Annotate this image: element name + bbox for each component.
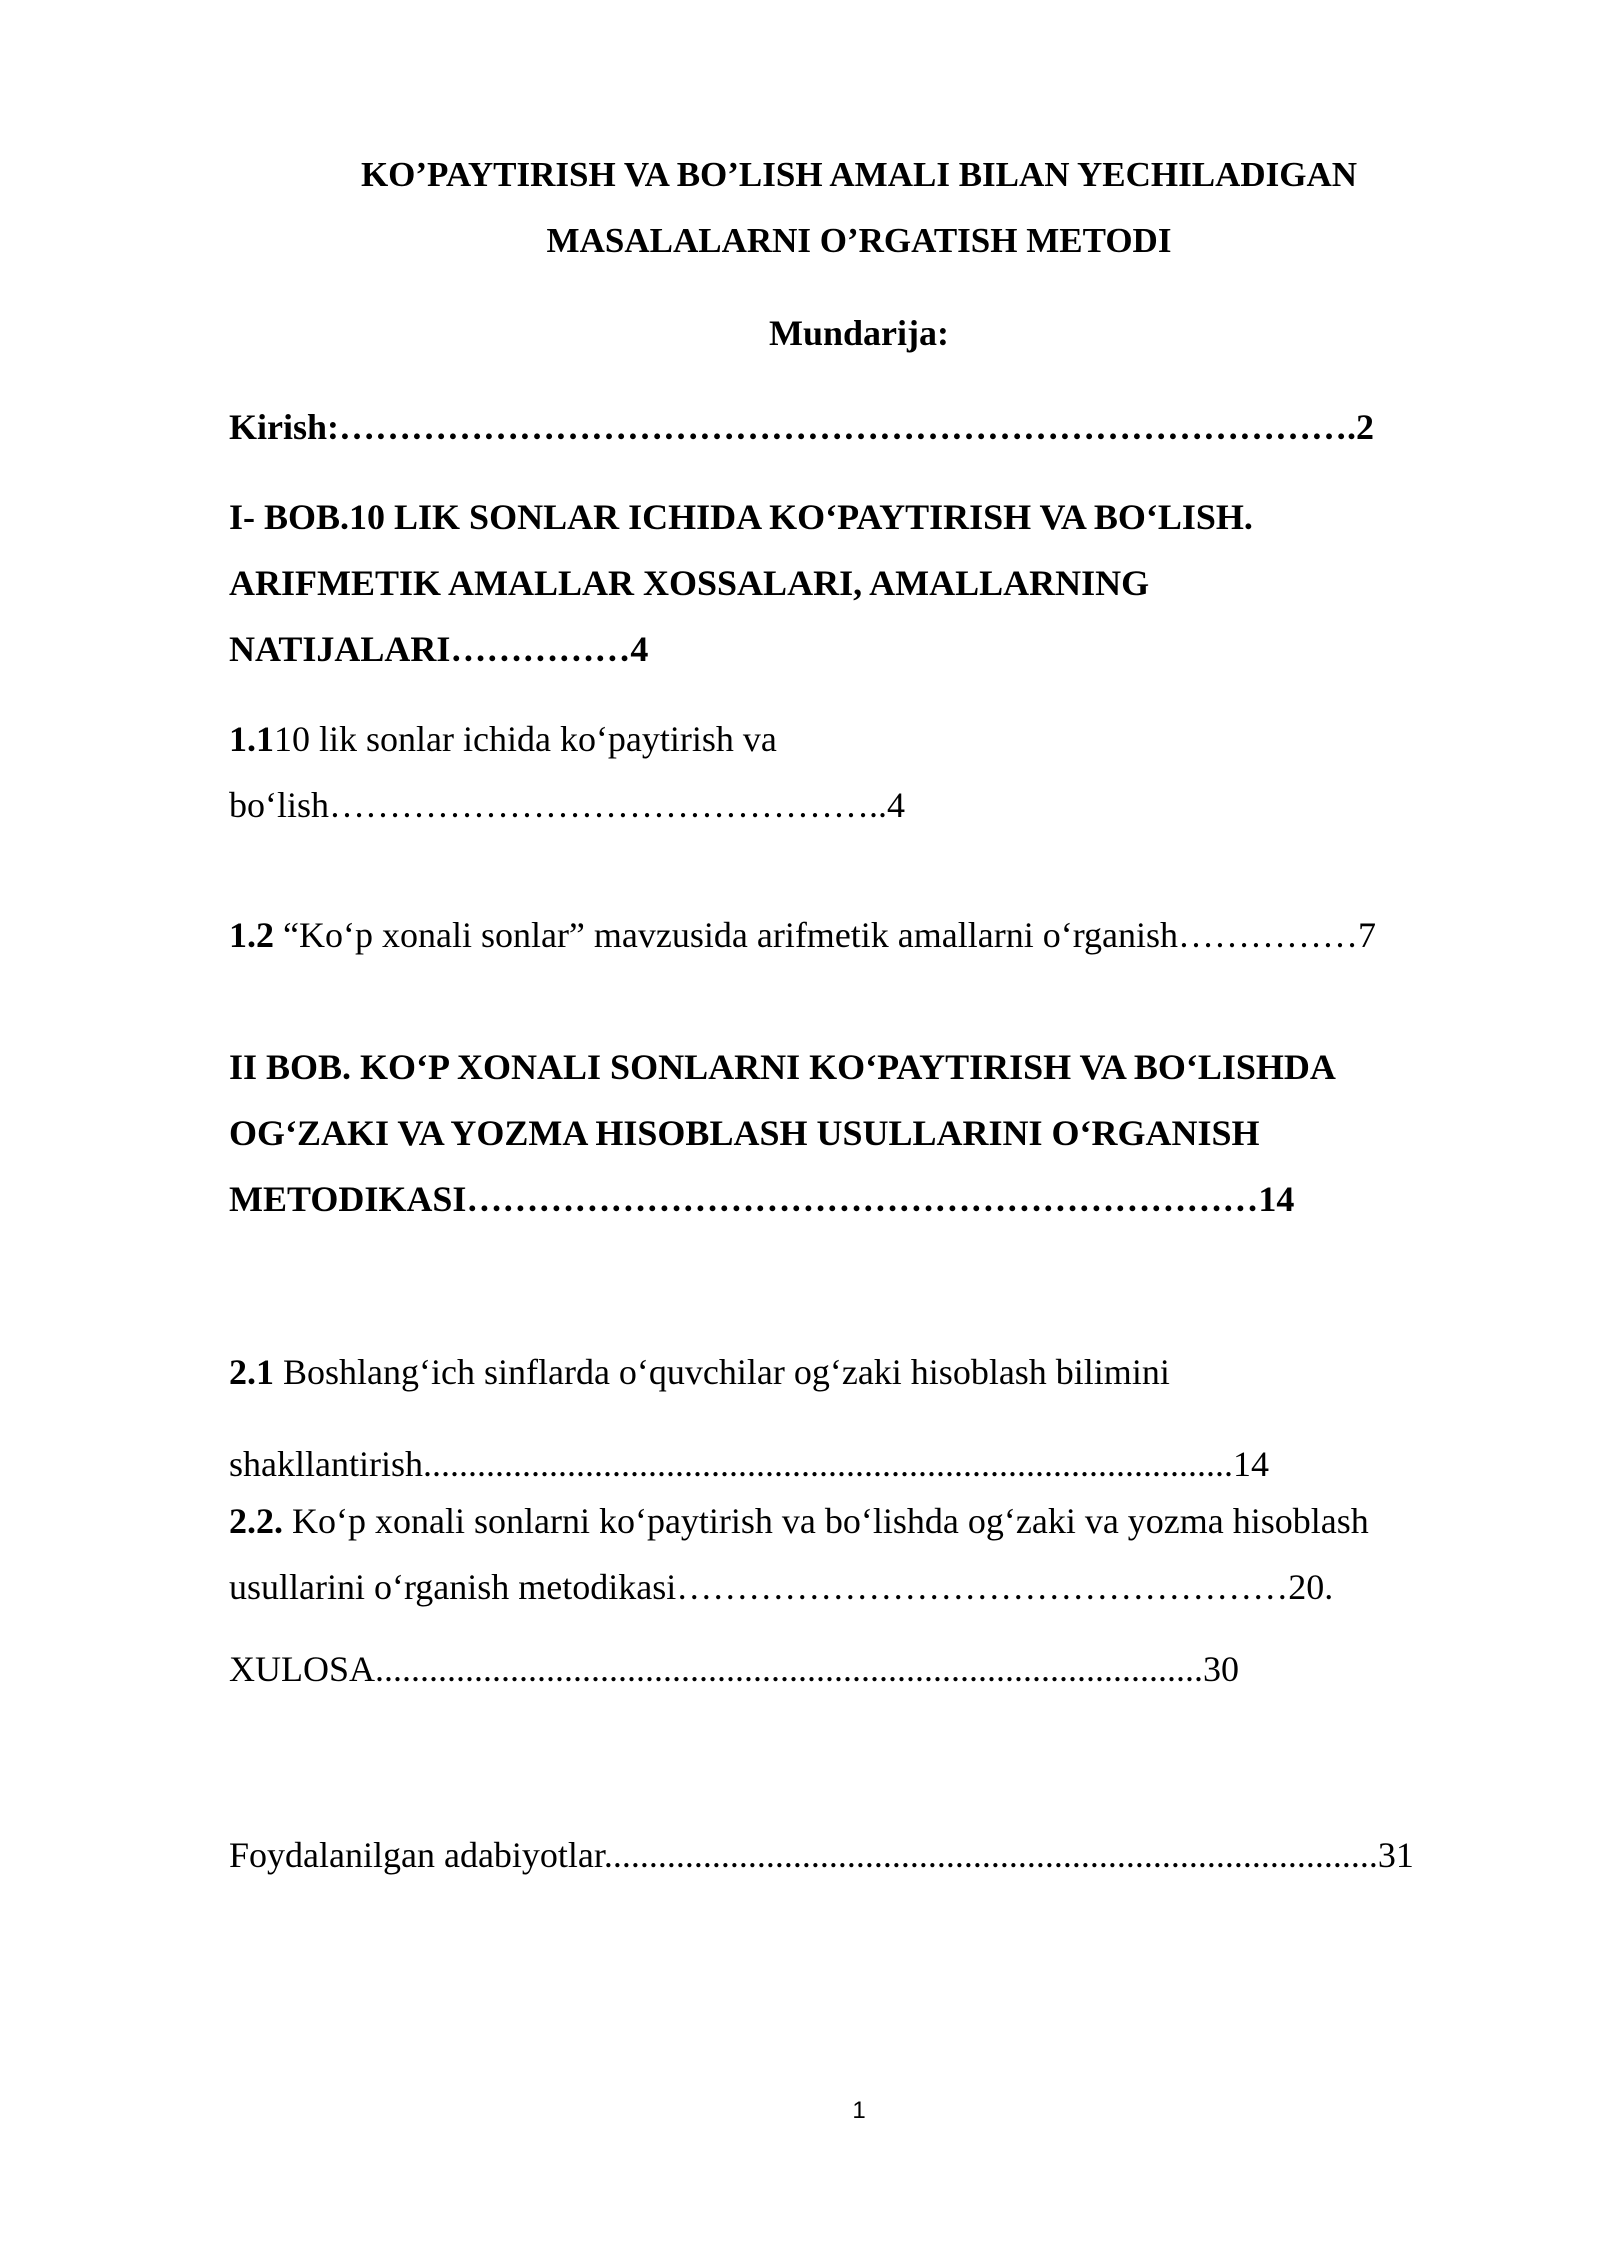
section-number: 2.2. (229, 1501, 283, 1541)
toc-entry-2-1 (229, 1326, 1269, 1510)
contents-heading: Mundarija: (769, 313, 949, 353)
page-number: 1 (852, 2097, 866, 2124)
toc-bob-2-line-1: II BOB. KO‘P XONALI SONLARNI KO‘PAYTIRISH VA BO‘LISHDA (229, 1047, 1336, 1087)
title-line-2: MASALALARNI O’RGATISH METODI (546, 221, 1172, 260)
toc-bob-1-line-3: NATIJALARI……………4 (229, 629, 649, 669)
toc-1-1-line-2: bo‘lish………………………………………..4 (229, 785, 906, 825)
toc-2-1-line-1 (229, 1326, 1269, 1418)
section-text: Boshlang‘ich sinflarda o‘quvchilar og‘zaki hisoblash bilimini (274, 1352, 1170, 1392)
section-text: Ko‘p xonali sonlarni ko‘paytirish va bo‘lishda og‘zaki va yozma hisoblash (283, 1501, 1369, 1541)
section-number: 1.2 (229, 915, 274, 955)
toc-1-1-line-1 (229, 706, 905, 772)
toc-bob-1-line-1: I- BOB.10 LIK SONLAR ICHIDA KO‘PAYTIRISH VA BO‘LISH. (229, 497, 1253, 537)
toc-entry-bob-2 (229, 1034, 1336, 1232)
toc-entry-bob-1 (229, 484, 1253, 682)
toc-entry-xulosa: XULOSA............................................................................................30 (229, 1649, 1240, 1689)
toc-bob-1-line-2: ARIFMETIK AMALLAR XOSSALARI, AMALLARNING (229, 563, 1150, 603)
section-text: 10 lik sonlar ichida ko‘paytirish va (274, 719, 777, 759)
section-text: “Ko‘p xonali sonlar” mavzusida arifmetik amallarni o‘rganish……………7 (274, 915, 1377, 955)
section-number: 2.1 (229, 1352, 274, 1392)
toc-entry-adabiyotlar: Foydalanilgan adabiyotlar......................................................................................31 (229, 1835, 1414, 1875)
toc-2-2-line-1 (229, 1488, 1369, 1554)
section-number: 1.1 (229, 719, 274, 759)
toc-entry-kirish: Kirish:………………………………………………………………………….2 (229, 407, 1375, 447)
toc-entry-1-1 (229, 706, 905, 838)
toc-2-1-line-2: shakllantirish..........................................................................................14 (229, 1444, 1269, 1484)
toc-bob-2-line-2: OG‘ZAKI VA YOZMA HISOBLASH USULLARINI O‘RGANISH (229, 1113, 1260, 1153)
toc-entry-2-2 (229, 1488, 1369, 1620)
title-line-1: KO’PAYTIRISH VA BO’LISH AMALI BILAN YECHILADIGAN (360, 155, 1358, 194)
toc-entry-1-2 (229, 902, 1376, 968)
toc-bob-2-line-3: METODIKASI…………………………………………………………14 (229, 1179, 1295, 1219)
document-title (0, 142, 1600, 274)
toc-2-2-line-2: usullarini o‘rganish metodikasi……………………………………………20. (229, 1567, 1334, 1607)
